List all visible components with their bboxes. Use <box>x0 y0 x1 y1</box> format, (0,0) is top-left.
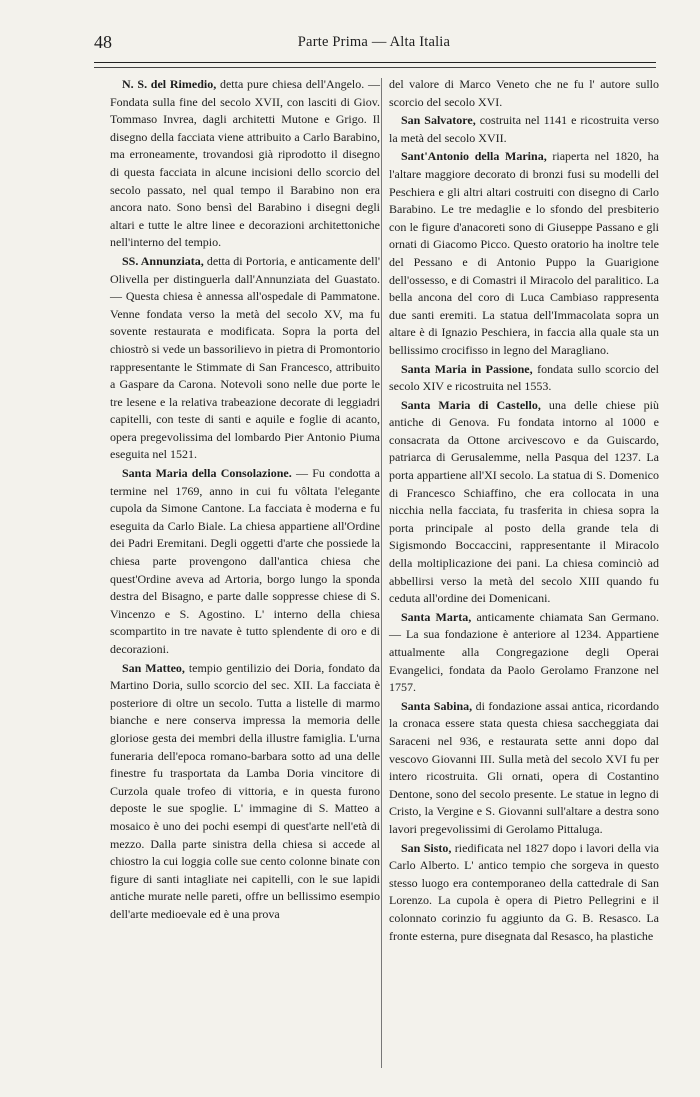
entry <box>389 112 659 147</box>
entry <box>110 253 380 464</box>
entry-title: Santa Maria di Castello, <box>401 397 541 412</box>
entry-title: SS. Annunziata, <box>122 253 204 268</box>
entry-title: Santa Marta, <box>401 609 472 624</box>
entry <box>389 148 659 359</box>
entry-text: di fondazione assai antica, ricordando la cronaca essere stata questa chiesa saccheggiata dai Saraceni nel 936, e restaurata sette anni dopo dal vescovo Giovanni III. Sulla metà del secolo XVI fu per intero ricostruita. Gli ornati, opera di Costantino Dentone, sono del secolo presente. Le statue in legno di Cristo, la Vergine e S. Giovanni sull'altare a destra sono lavori pregevolissimi di Gerolamo Pittaluga. <box>389 698 660 836</box>
header-rule-thin <box>94 67 656 68</box>
entry-text: tempio gentilizio dei Doria, fondato da Martino Doria, sullo scorcio del sec. XII. La facciata è posteriore di oltre un secolo. Tutta a listelle di marmo bianche e nere conserva impressa la memoria delle gloriose gesta dei membri della illustre famiglia. L'urna funeraria dell'epoca romano-barbara sotto ad una delle finestre fu trasportata da Lamba Doria vincitore di Curzola quale trofeo di vittoria, e in questa furono deposte le sue spoglie. L' immagine di S. Matteo a mosaico è uno dei pochi esempi di quest'arte nell'età di mezzo. Dalla parte sinistra della chiesa si accede al chiostro la cui loggia colle sue cento colonne binate con figure di santi intagliate nei capitelli, con le sue lapidi antiche murate nelle pareti, offre un bellissimo esempio dell'arte medioevale ed è una prova <box>110 660 380 921</box>
entry-title: San Sisto, <box>401 840 452 855</box>
entry-title: Santa Sabina, <box>401 698 473 713</box>
entry-text: anticamente chiamata San Germano. — La sua fondazione è anteriore al 1234. Appartiene attualmente alla Congregazione degli Operai Evangelici, fondata da Paolo Gerolamo Franzone nel 1757. <box>389 609 660 695</box>
running-title: Parte Prima — Alta Italia <box>297 34 451 50</box>
entry-title: Santa Maria in Passione, <box>401 361 533 376</box>
entry <box>389 397 659 608</box>
entry-text: riedificata nel 1827 dopo i lavori della via Carlo Alberto. L' antico tempio che sorgeva in questo stesso luogo era contemporaneo della cattedrale di San Lorenzo. La cupola è opera di Pietro Pellegrini e il colonnato corinzio fu aggiunto da G. B. Resasco. La fronte esterna, pure disegnata dal Resasco, ha plastiche <box>389 840 659 943</box>
entry-title: San Matteo, <box>122 660 185 675</box>
entry-text: del valore di Marco Veneto che ne fu l' autore sullo scorcio del secolo XVI. <box>389 77 659 109</box>
entry-text: detta di Portoria, e anticamente dell' Olivella per distinguerla dall'Annunziata del Guastato. — Questa chiesa è annessa all'ospedale di Pammatone. Venne fondata verso la metà del secolo XV, ma fu sovente restaurata e modificata. Sopra la porta del chiostrò si vede un bassorilievo in pietra di Promontorio rappresentante le Stimmate di San Francesco, attribuito a Gaspare da Carona. Notevoli sono nelle due porte le tre lesene e la relativa trabeazione decorate di leggiadri capitelli, con teste di santi e aquile e foglie di acanto, opera pregevolissima del lombardo Pier Antonio Piuma eseguita nel 1521. <box>110 253 381 462</box>
page-header <box>94 32 654 58</box>
entry-text: costruita nel 1141 e ricostruita verso la metà del secolo XVII. <box>389 113 659 145</box>
entry-title: San Salvatore, <box>401 113 476 128</box>
entry <box>110 76 380 252</box>
entry-title: Santa Maria della Consolazione. <box>122 466 292 481</box>
entry-text: una delle chiese più antiche di Genova. Fu fondata intorno al 1000 e consacrata da Ottone arcivescovo e da Guiscardo, patriarca di Gerusalemme, nella Pasqua del 1237. La porta appartiene all'XI secolo. La statua di S. Domenico di Francesco Schiaffino, che era collocata in una nicchia nella facciata, fu trasferita in chiesa sopra la porta principale al posto della grande tela di Sigismondo Boccaccini, rappresentante il Miracolo della moltiplicazione dei pani. La chiesa cominciò ad abbellirsi verso la metà del secolo XIII quando fu ceduta all'ordine dei Domenicani. <box>389 397 660 606</box>
entry <box>389 840 659 946</box>
entry <box>110 465 380 659</box>
entry-text: — Fu condotta a termine nel 1769, anno in cui fu vôltata l'elegante cupola da Simone Cantone. La facciata è moderna e fu eseguita da Carlo Biale. La chiesa appartiene all'Ordine dei Padri Eremitani. Degli oggetti d'arte che possiede la chiesa parte provengono dall'antica chiesa che quest'Ordine aveva ad Artoria, borgo lungo la sponda destra del Bisagno, e parte dalle soppresse chiese di S. Vincenzo e S. Agostino. L' interno della chiesa scompartito in tre navate è tutto splendente di oro e di decorazioni. <box>110 466 380 656</box>
entry-text: riaperta nel 1820, ha l'altare maggiore decorato di bronzi fusi su modelli del Peschiera e gli altri altari costruiti con disegno di Carlo Barabino. Le tre medaglie e lo sfondo del presbiterio con le figure d'anacoreti sono di Giuseppe Passano e gli ornati di Giacomo Picco. Questo oratorio ha inoltre tele del Pessano e di Antonio Puppo la Guarigione dell'ossesso, e di Comastri il Miracolo del paralitico. La bella ancona del coro di Luca Cambiaso rappresenta due santi eremiti. La statua dell'Immacolata sopra un altare è di Ignazio Peschiera, in faccia alla quale sta un bellissimo crocifisso in legno del Maragliano. <box>389 149 660 357</box>
entry <box>389 361 659 396</box>
left-column <box>110 76 380 925</box>
entry-continuation <box>389 76 659 111</box>
entry <box>389 609 659 697</box>
entry-title: N. S. del Rimedio, <box>122 77 217 91</box>
entry-text: fondata sullo scorcio del secolo XIV e ricostruita nel 1553. <box>389 361 660 394</box>
entry <box>389 698 659 839</box>
entry-text: detta pure chiesa dell'Angelo. — Fondata sulla fine del secolo XVII, con lasciti di Giov. Tommaso Invrea, dagli architetti Mutone e Grigo. Il disegno della facciata viene attribuito a Carlo Barabino, ma erroneamente, trovandosi già riprodotto il disegno di questa facciata in alcune incisioni dello scorcio del secolo passato, nel qual tempo il Barabino non era ancora nato. Sono bensì del Barabino i disegni degli altari e tutte le altre linee e decorazioni architettoniche nell'interno del tempio. <box>110 77 380 250</box>
right-column <box>389 76 659 946</box>
header-rule <box>94 62 656 63</box>
entry-title: Sant'Antonio della Marina, <box>401 149 547 164</box>
column-divider <box>381 78 382 1068</box>
page-number: 48 <box>94 32 112 52</box>
entry <box>110 660 380 924</box>
